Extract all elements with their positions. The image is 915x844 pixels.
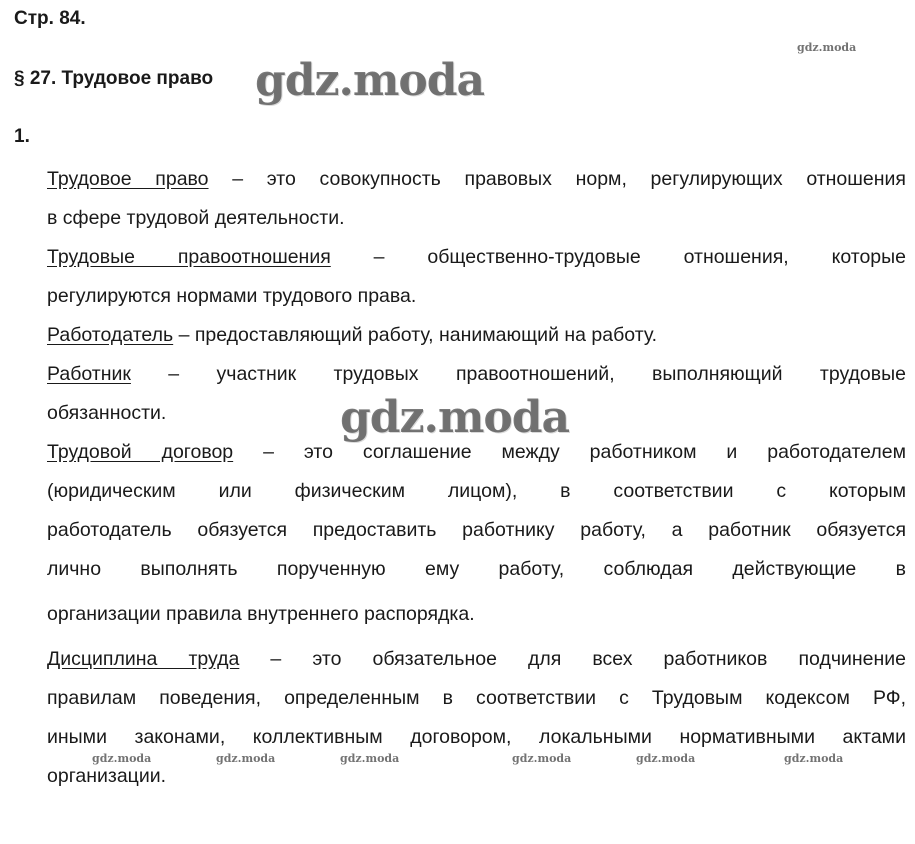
definition-line: [47, 160, 906, 199]
watermark-small: gdz.moda: [92, 752, 152, 765]
watermark-logo: gdz.moda: [255, 55, 485, 106]
definition-block: [47, 316, 906, 355]
definition-block: [47, 160, 906, 238]
definition-line: [47, 640, 906, 679]
definition-line: организации правила внутреннего распорядка.: [47, 603, 475, 625]
section-title: § 27. Трудовое право: [14, 68, 214, 89]
definition-term: Работник: [47, 363, 131, 385]
definition-line: работодатель обязуется предоставить работнику работу, а работник обязуется: [47, 519, 906, 541]
definition-block: [47, 640, 906, 796]
task-number: 1.: [14, 126, 30, 147]
definition-line: иными законами, коллективным договором, локальными нормативными актами: [47, 726, 906, 748]
watermark-small: gdz.moda: [636, 752, 696, 765]
definition-line: организации.: [47, 765, 167, 787]
watermark-small: gdz.moda: [216, 752, 276, 765]
definition-term: Трудовой договор: [47, 441, 234, 463]
watermark-small: gdz.moda: [784, 752, 844, 765]
definition-line: [47, 238, 906, 277]
page-number: Стр. 84.: [14, 8, 86, 29]
definition-term: Работодатель: [47, 324, 174, 346]
definition-text: – это соглашение между работником и работодателем: [233, 441, 906, 463]
definition-term: Трудовое право: [47, 168, 209, 190]
definition-text: – участник трудовых правоотношений, выполняющий трудовые: [130, 363, 906, 385]
watermark-small: gdz.moda: [797, 41, 857, 54]
watermark-logo: gdz.moda: [340, 392, 570, 443]
definitions-content: [47, 160, 906, 796]
definition-text: – предоставляющий работу, нанимающий на работу.: [173, 324, 658, 346]
definition-text: – общественно-трудовые отношения, которые: [330, 246, 906, 268]
definition-line: (юридическим или физическим лицом), в соответствии с которым: [47, 480, 906, 502]
definition-line: лично выполнять порученную ему работу, соблюдая действующие в: [47, 558, 906, 580]
definition-block: [47, 238, 906, 316]
definition-text: – это совокупность правовых норм, регулирующих отношения: [208, 168, 906, 190]
definition-text: – это обязательное для всех работников подчинение: [239, 648, 906, 670]
definition-line: регулируются нормами трудового права.: [47, 285, 417, 307]
definition-line: [47, 355, 906, 394]
definition-line: правилам поведения, определенным в соответствии с Трудовым кодексом РФ,: [47, 687, 906, 709]
definition-line: в сфере трудовой деятельности.: [47, 207, 345, 229]
definition-term: Трудовые правоотношения: [47, 246, 331, 268]
watermark-small: gdz.moda: [512, 752, 572, 765]
definition-block: [47, 433, 906, 634]
definition-term: Дисциплина труда: [47, 648, 240, 670]
definition-line: [47, 316, 906, 355]
watermark-small: gdz.moda: [340, 752, 400, 765]
definition-line: обязанности.: [47, 402, 167, 424]
